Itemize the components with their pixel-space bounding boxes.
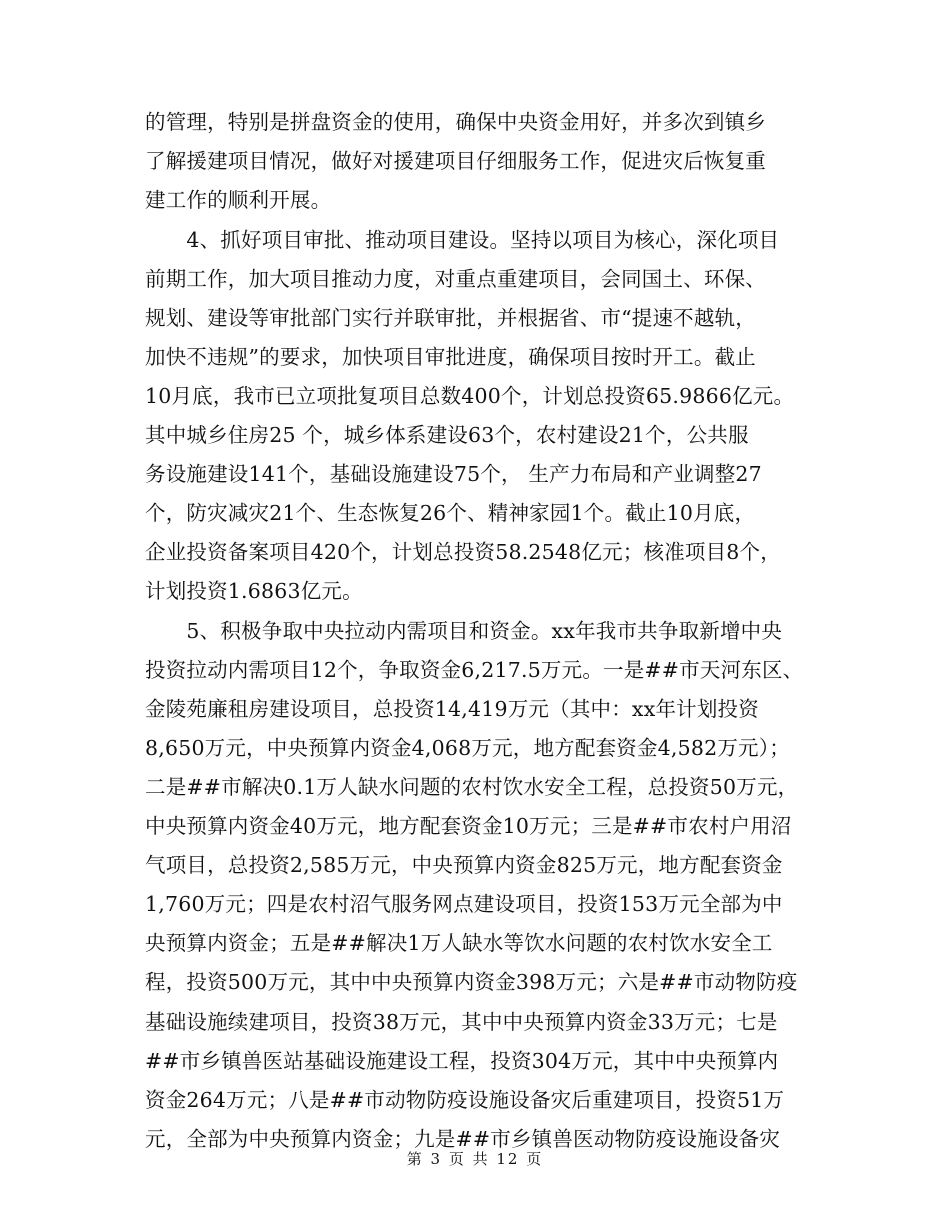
text-line: 投资拉动内需项目12个，争取资金6,217.5万元。一是##市天河东区、 bbox=[145, 658, 804, 682]
text-line: 资金264万元；八是##市动物防疫设施设备灾后重建项目，投资51万 bbox=[145, 1088, 785, 1112]
text-line: 金陵苑廉租房建设项目，总投资14,419万元（其中：xx年计划投资 bbox=[145, 697, 759, 721]
text-line: 了解援建项目情况，做好对援建项目仔细服务工作，促进灾后恢复重 bbox=[145, 149, 766, 173]
text-line: 计划投资1.6863亿元。 bbox=[145, 579, 363, 603]
text-line: 元，全部为中央预算内资金；九是##市乡镇兽医动物防疫设施设备灾 bbox=[145, 1127, 781, 1151]
text-line: 气项目，总投资2,585万元，中央预算内资金825万元，地方配套资金 bbox=[145, 853, 783, 877]
text-line: 加快不违规”的要求，加快项目审批进度，确保项目按时开工。截止 bbox=[145, 345, 756, 369]
text-line: 央预算内资金；五是##解决1万人缺水等饮水问题的农村饮水安全工 bbox=[145, 931, 773, 955]
text-line: 务设施建设141个，基础设施建设75个， 生产力布局和产业调整27 bbox=[145, 462, 762, 486]
text-line: 二是##市解决0.1万人缺水问题的农村饮水安全工程，总投资50万元， bbox=[145, 775, 799, 799]
text-line: 5、积极争取中央拉动内需项目和资金。xx年我市共争取新增中央 bbox=[145, 619, 783, 643]
text-line: 规划、建设等审批部门实行并联审批，并根据省、市“提速不越轨， bbox=[145, 306, 756, 330]
text-line: 基础设施续建项目，投资38万元，其中中央预算内资金33万元；七是 bbox=[145, 1010, 778, 1034]
text-line: 8,650万元，中央预算内资金4,068万元，地方配套资金4,582万元）； bbox=[145, 736, 790, 760]
text-line: ##市乡镇兽医站基础设施建设工程，投资304万元，其中中央预算内 bbox=[145, 1049, 779, 1073]
text-line: 个，防灾减灾21个、生态恢复26个、精神家园1个。截止10月底， bbox=[145, 501, 756, 525]
text-line: 企业投资备案项目420个，计划总投资58.2548亿元；核准项目8个， bbox=[145, 540, 781, 564]
text-line: 建工作的顺利开展。 bbox=[145, 188, 332, 212]
text-line: 前期工作，加大项目推动力度，对重点重建项目，会同国土、环保、 bbox=[145, 267, 766, 291]
page-footer: 第 3 页 共 12 页 bbox=[406, 1150, 544, 1168]
text-line: 4、抓好项目审批、推动项目建设。坚持以项目为核心，深化项目 bbox=[145, 228, 780, 252]
text-line: 10月底，我市已立项批复项目总数400个，计划总投资65.9866亿元。 bbox=[145, 384, 795, 408]
text-line: 中央预算内资金40万元，地方配套资金10万元；三是##市农村户用沼 bbox=[145, 814, 792, 838]
text-line: 其中城乡住房25 个，城乡体系建设63个，农村建设21个，公共服 bbox=[145, 423, 749, 447]
text-line: 的管理，特别是拼盘资金的使用，确保中央资金用好，并多次到镇乡 bbox=[145, 110, 766, 134]
text-line: 1,760万元；四是农村沼气服务网点建设项目，投资153万元全部为中 bbox=[145, 892, 783, 916]
text-line: 程，投资500万元，其中中央预算内资金398万元；六是##市动物防疫 bbox=[145, 970, 798, 994]
